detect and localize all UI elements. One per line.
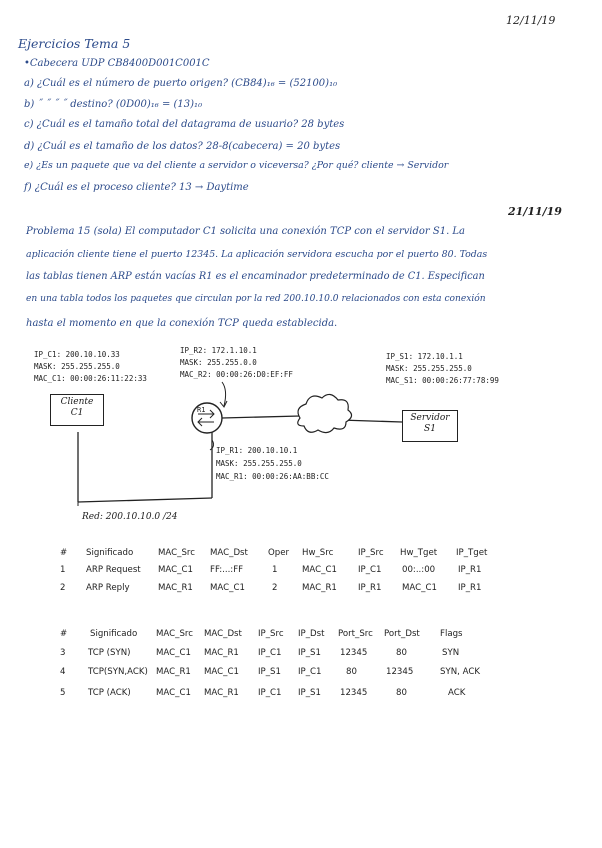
- t2-r5-ip-src: IP_C1: [258, 688, 282, 698]
- t2-r5-significado: TCP (ACK): [88, 688, 131, 698]
- t1-r2-hw-src: MAC_R1: [302, 583, 337, 593]
- cabecera-line: •Cabecera UDP CB8400D001C001C: [24, 58, 210, 69]
- t2-r5-mac-src: MAC_C1: [156, 688, 191, 698]
- t2-r3-ip-src: IP_C1: [258, 648, 282, 658]
- network-address: Red: 200.10.10.0 /24: [82, 512, 178, 522]
- server-label: Servidor S1: [410, 413, 450, 434]
- t2-r4-ip-src: IP_S1: [258, 667, 281, 677]
- s1-mac: MAC_S1: 00:00:26:77:78:99: [386, 376, 499, 385]
- t2-r3-flags: SYN: [442, 648, 460, 658]
- t1-r2-significado: ARP Reply: [86, 583, 130, 593]
- t2-r5-ip-dst: IP_S1: [298, 688, 321, 698]
- t2-header-port-dst: Port_Dst: [384, 629, 420, 639]
- t1-r2-num: 2: [60, 583, 66, 593]
- date-mid: 21/11/19: [508, 205, 562, 218]
- t2-r3-port-dst: 80: [396, 648, 407, 658]
- t1-r2-mac-dst: MAC_C1: [210, 583, 245, 593]
- question-b: b) ˝ ˝ ˝ ˝ destino? (0D00)₁₆ = (13)₁₀: [24, 99, 203, 110]
- date-top: 12/11/19: [506, 14, 556, 27]
- t1-header-mac-dst: MAC_Dst: [210, 548, 248, 558]
- problem-line-5: hasta el momento en que la conexión TCP queda establecida.: [26, 318, 338, 329]
- t2-r3-port-src: 12345: [340, 648, 368, 658]
- t1-r1-num: 1: [60, 565, 66, 575]
- t2-r5-flags: ACK: [448, 688, 466, 698]
- t2-header-flags: Flags: [440, 629, 463, 639]
- t2-header-mac-dst: MAC_Dst: [204, 629, 242, 639]
- t2-r4-mac-dst: MAC_C1: [204, 667, 239, 677]
- t2-r5-port-src: 12345: [340, 688, 368, 698]
- t2-r3-num: 3: [60, 648, 66, 658]
- t1-r1-oper: 1: [272, 565, 278, 575]
- router-label: R1: [197, 406, 206, 414]
- t1-r1-hw-tget: 00:..:00: [402, 565, 436, 575]
- t2-r4-port-dst: 12345: [386, 667, 414, 677]
- s1-ip: IP_S1: 172.10.1.1: [386, 352, 463, 361]
- t1-r2-ip-src: IP_R1: [358, 583, 382, 593]
- t2-r3-mac-src: MAC_C1: [156, 648, 191, 658]
- t1-r2-ip-tget: IP_R1: [458, 583, 482, 593]
- question-a: a) ¿Cuál es el número de puerto origen? (CB84)₁₆ = (52100)₁₀: [24, 78, 338, 89]
- r2-mask: MASK: 255.255.0.0: [180, 358, 257, 367]
- t1-header-significado: Significado: [86, 548, 134, 558]
- c1-mask: MASK: 255.255.255.0: [34, 362, 120, 371]
- t2-r4-port-src: 80: [346, 667, 357, 677]
- page-title: Ejercicios Tema 5: [18, 36, 131, 51]
- t2-header-port-src: Port_Src: [338, 629, 373, 639]
- t2-r4-mac-src: MAC_R1: [156, 667, 191, 677]
- question-c: c) ¿Cuál es el tamaño total del datagrama de usuario? 28 bytes: [24, 119, 345, 130]
- t1-r1-significado: ARP Request: [86, 565, 141, 575]
- t2-r4-flags: SYN, ACK: [440, 667, 480, 677]
- t1-r1-hw-src: MAC_C1: [302, 565, 337, 575]
- t1-header-num: #: [60, 548, 68, 558]
- t2-header-mac-src: MAC_Src: [156, 629, 193, 639]
- t1-r2-hw-tget: MAC_C1: [402, 583, 437, 593]
- t1-r1-mac-src: MAC_C1: [158, 565, 193, 575]
- question-e: e) ¿Es un paquete que va del cliente a servidor o viceversa? ¿Por qué? cliente → Servidor: [24, 160, 449, 171]
- t1-r2-mac-src: MAC_R1: [158, 583, 193, 593]
- t2-r5-num: 5: [60, 688, 66, 698]
- question-d: d) ¿Cuál es el tamaño de los datos? 28-8(cabecera) = 20 bytes: [24, 141, 341, 152]
- r2-ip: IP_R2: 172.1.10.1: [180, 346, 257, 355]
- t1-r1-ip-src: IP_C1: [358, 565, 382, 575]
- problem-line-3: las tablas tienen ARP están vacías R1 es el encaminador predeterminado de C1. Especifican: [26, 271, 485, 282]
- problem-line-4: en una tabla todos los paquetes que circulan por la red 200.10.10.0 relacionados con esta conexión: [26, 294, 486, 304]
- t1-header-oper: Oper: [268, 548, 290, 558]
- t1-header-hw-tget: Hw_Tget: [400, 548, 438, 558]
- t2-r4-ip-dst: IP_C1: [298, 667, 322, 677]
- t2-r3-significado: TCP (SYN): [88, 648, 131, 658]
- t1-header-mac-src: MAC_Src: [158, 548, 195, 558]
- c1-ip: IP_C1: 200.10.10.33: [34, 350, 120, 359]
- t1-r1-ip-tget: IP_R1: [458, 565, 482, 575]
- t2-header-num: #: [60, 629, 68, 639]
- t1-header-ip-src: IP_Src: [358, 548, 384, 558]
- t2-r4-significado: TCP(SYN,ACK): [88, 667, 148, 677]
- t2-r3-mac-dst: MAC_R1: [204, 648, 239, 658]
- client-label: Cliente C1: [60, 397, 94, 418]
- t1-r2-oper: 2: [272, 583, 278, 593]
- c1-mac: MAC_C1: 00:00:26:11:22:33: [34, 374, 147, 383]
- r1-mac: MAC_R1: 00:00:26:AA:BB:CC: [216, 472, 329, 481]
- t2-header-significado: Significado: [90, 629, 138, 639]
- t1-header-hw-src: Hw_Src: [302, 548, 334, 558]
- t2-header-ip-dst: IP_Dst: [298, 629, 325, 639]
- r1-mask: MASK: 255.255.255.0: [216, 459, 302, 468]
- problem-line-2: aplicación cliente tiene el puerto 12345. La aplicación servidora escucha por el puerto 80. Todas: [26, 249, 488, 260]
- r2-mac: MAC_R2: 00:00:26:D0:EF:FF: [180, 370, 293, 379]
- t2-r4-num: 4: [60, 667, 66, 677]
- t2-r3-ip-dst: IP_S1: [298, 648, 321, 658]
- r1-ip: IP_R1: 200.10.10.1: [216, 446, 298, 455]
- problem-line-1: Problema 15 (sola) El computador C1 solicita una conexión TCP con el servidor S1. La: [26, 226, 466, 237]
- s1-mask: MASK: 255.255.255.0: [386, 364, 472, 373]
- t2-r5-mac-dst: MAC_R1: [204, 688, 239, 698]
- t1-header-ip-tget: IP_Tget: [456, 548, 488, 558]
- question-f: f) ¿Cuál es el proceso cliente? 13 → Daytime: [24, 182, 249, 193]
- t1-r1-mac-dst: FF:...:FF: [210, 565, 244, 575]
- t2-r5-port-dst: 80: [396, 688, 407, 698]
- t2-header-ip-src: IP_Src: [258, 629, 284, 639]
